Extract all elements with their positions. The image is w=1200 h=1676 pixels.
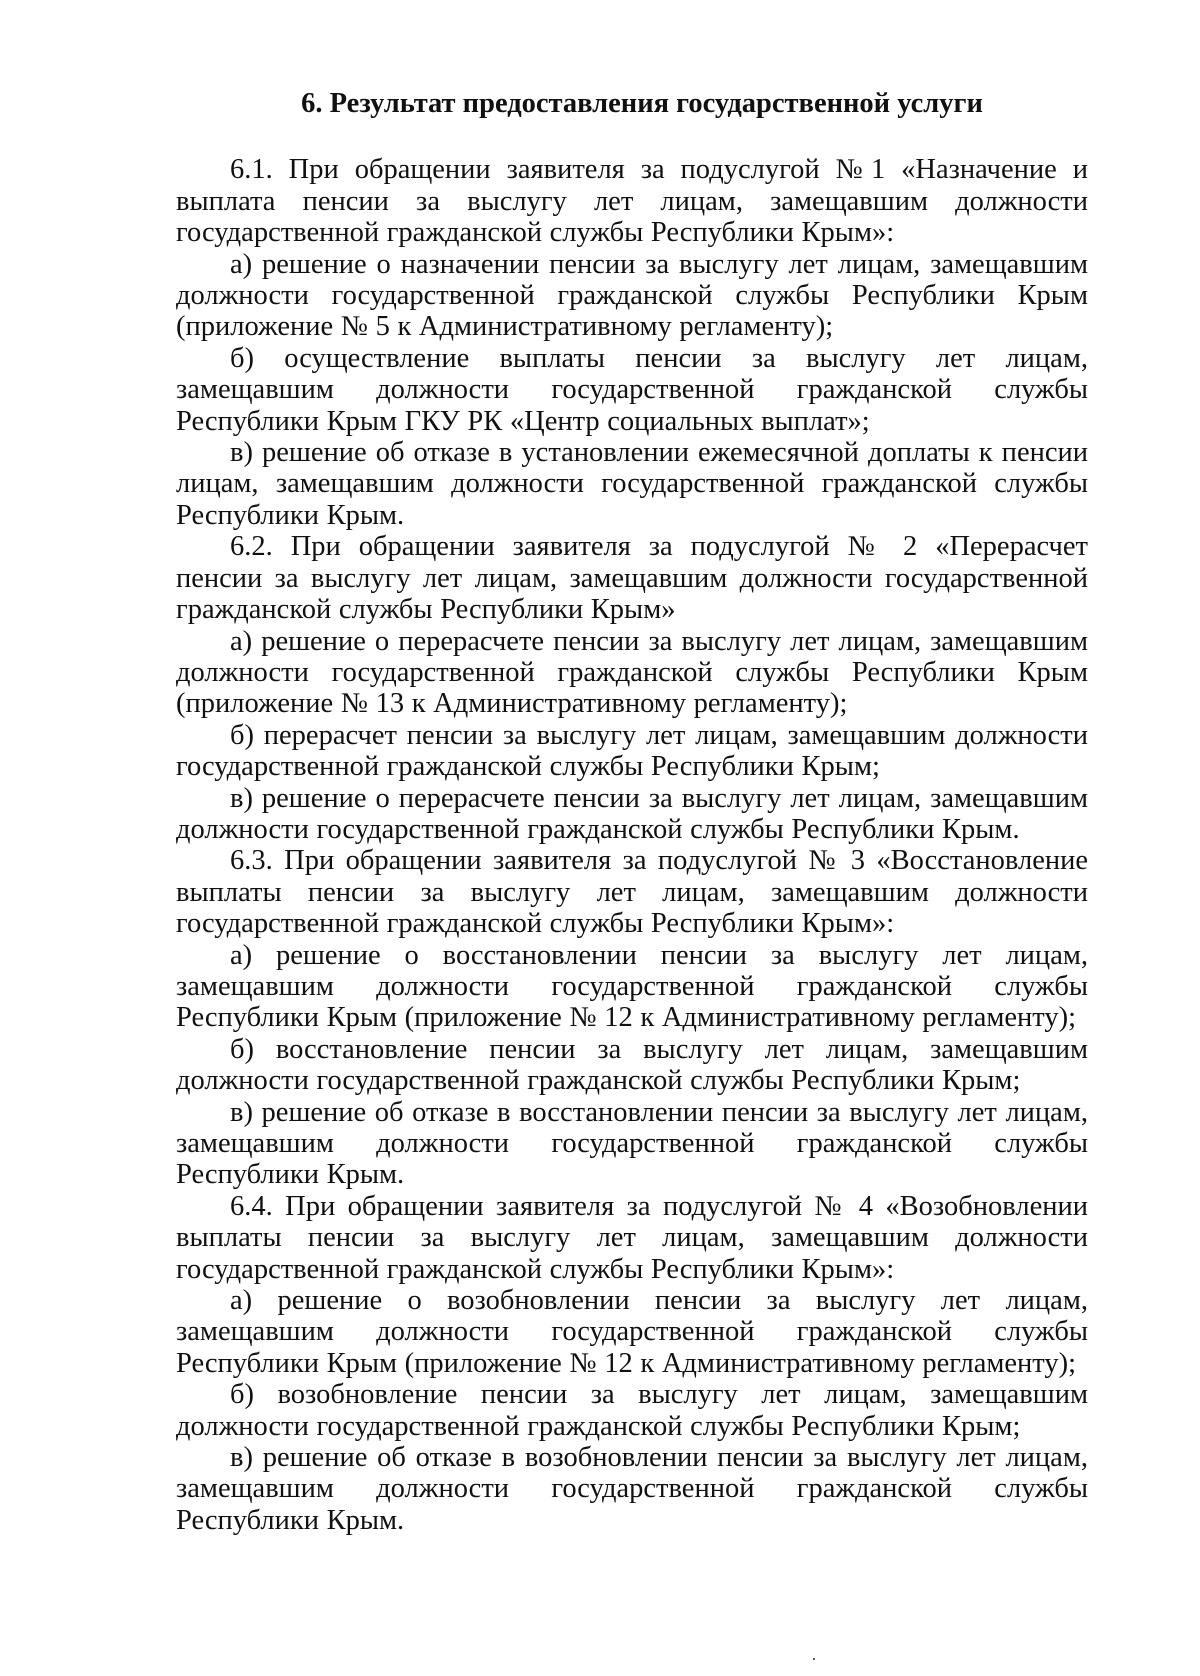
paragraph-6-1: 6.1. При обращении заявителя за подуслугой №1 «Назначение и выплата пенсии за выслугу лет лицам, замещавшим должности государственной гражданской службы Республики Крым»: bbox=[176, 154, 1088, 249]
paragraph-6-3-a: а) решение о восстановлении пенсии за выслугу лет лицам, замещавшим должности государственной гражданской службы Республики Крым (приложение № 12 к Административному регламенту); bbox=[176, 939, 1088, 1034]
paragraph-6-1-v: в) решение об отказе в установлении ежемесячной доплаты к пенсии лицам, замещавшим должности государственной гражданской службы Республики Крым. bbox=[176, 437, 1088, 531]
paragraph-6-1-b: б) осуществление выплаты пенсии за выслугу лет лицам, замещавшим должности государственной гражданской службы Республики Крым ГКУ РК «Центр социальных выплат»; bbox=[176, 342, 1088, 437]
paragraph-6-1-a: а) решение о назначении пенсии за выслугу лет лицам, замещавшим должности государственной гражданской службы Республики Крым (приложение № 5 к Административному регламенту); bbox=[176, 248, 1088, 343]
scan-speck bbox=[813, 1658, 815, 1660]
paragraph-6-3: 6.3. При обращении заявителя за подуслугой № 3 «Восстановление выплаты пенсии за выслугу лет лицам, замещавшим должности государственной гражданской службы Республики Крым»: bbox=[176, 845, 1088, 940]
paragraph-6-4-v: в) решение об отказе в возобновлении пенсии за выслугу лет лицам, замещавшим должности государственной гражданской службы Республики Крым. bbox=[176, 1442, 1088, 1536]
paragraph-6-3-b: б) восстановление пенсии за выслугу лет лицам, замещавшим должности государственной гражданской службы Республики Крым; bbox=[176, 1033, 1088, 1097]
section-title: 6. Результат предоставления государственной услуги bbox=[301, 88, 983, 119]
document-page bbox=[176, 88, 1088, 1536]
paragraph-6-2-v: в) решение о перерасчете пенсии за выслугу лет лицам, замещавшим должности государственной гражданской службы Республики Крым. bbox=[176, 782, 1088, 845]
paragraph-6-2: 6.2. При обращении заявителя за подуслугой № 2 «Перерасчет пенсии за выслугу лет лицам, замещавшим должности государственной гражданской службы Республики Крым» bbox=[176, 531, 1088, 626]
paragraph-6-3-v: в) решение об отказе в восстановлении пенсии за выслугу лет лицам, замещавшим должности государственной гражданской службы Республики Крым. bbox=[176, 1096, 1088, 1191]
paragraph-6-2-a: а) решение о перерасчете пенсии за выслугу лет лицам, замещавшим должности государственной гражданской службы Республики Крым (приложение № 13 к Административному регламенту); bbox=[176, 625, 1088, 720]
paragraph-6-4-a: а) решение о возобновлении пенсии за выслугу лет лицам, замещавшим должности государственной гражданской службы Республики Крым (приложение № 12 к Административному регламенту); bbox=[176, 1285, 1088, 1379]
paragraph-6-4: 6.4. При обращении заявителя за подуслугой № 4 «Возобновлении выплаты пенсии за выслугу лет лицам, замещавшим должности государственной гражданской службы Республики Крым»: bbox=[176, 1190, 1088, 1285]
paragraph-6-2-b: б) перерасчет пенсии за выслугу лет лицам, замещавшим должности государственной гражданской службы Республики Крым; bbox=[176, 719, 1088, 783]
paragraph-6-4-b: б) возобновление пенсии за выслугу лет лицам, замещавшим должности государственной гражданской службы Республики Крым; bbox=[176, 1379, 1088, 1442]
